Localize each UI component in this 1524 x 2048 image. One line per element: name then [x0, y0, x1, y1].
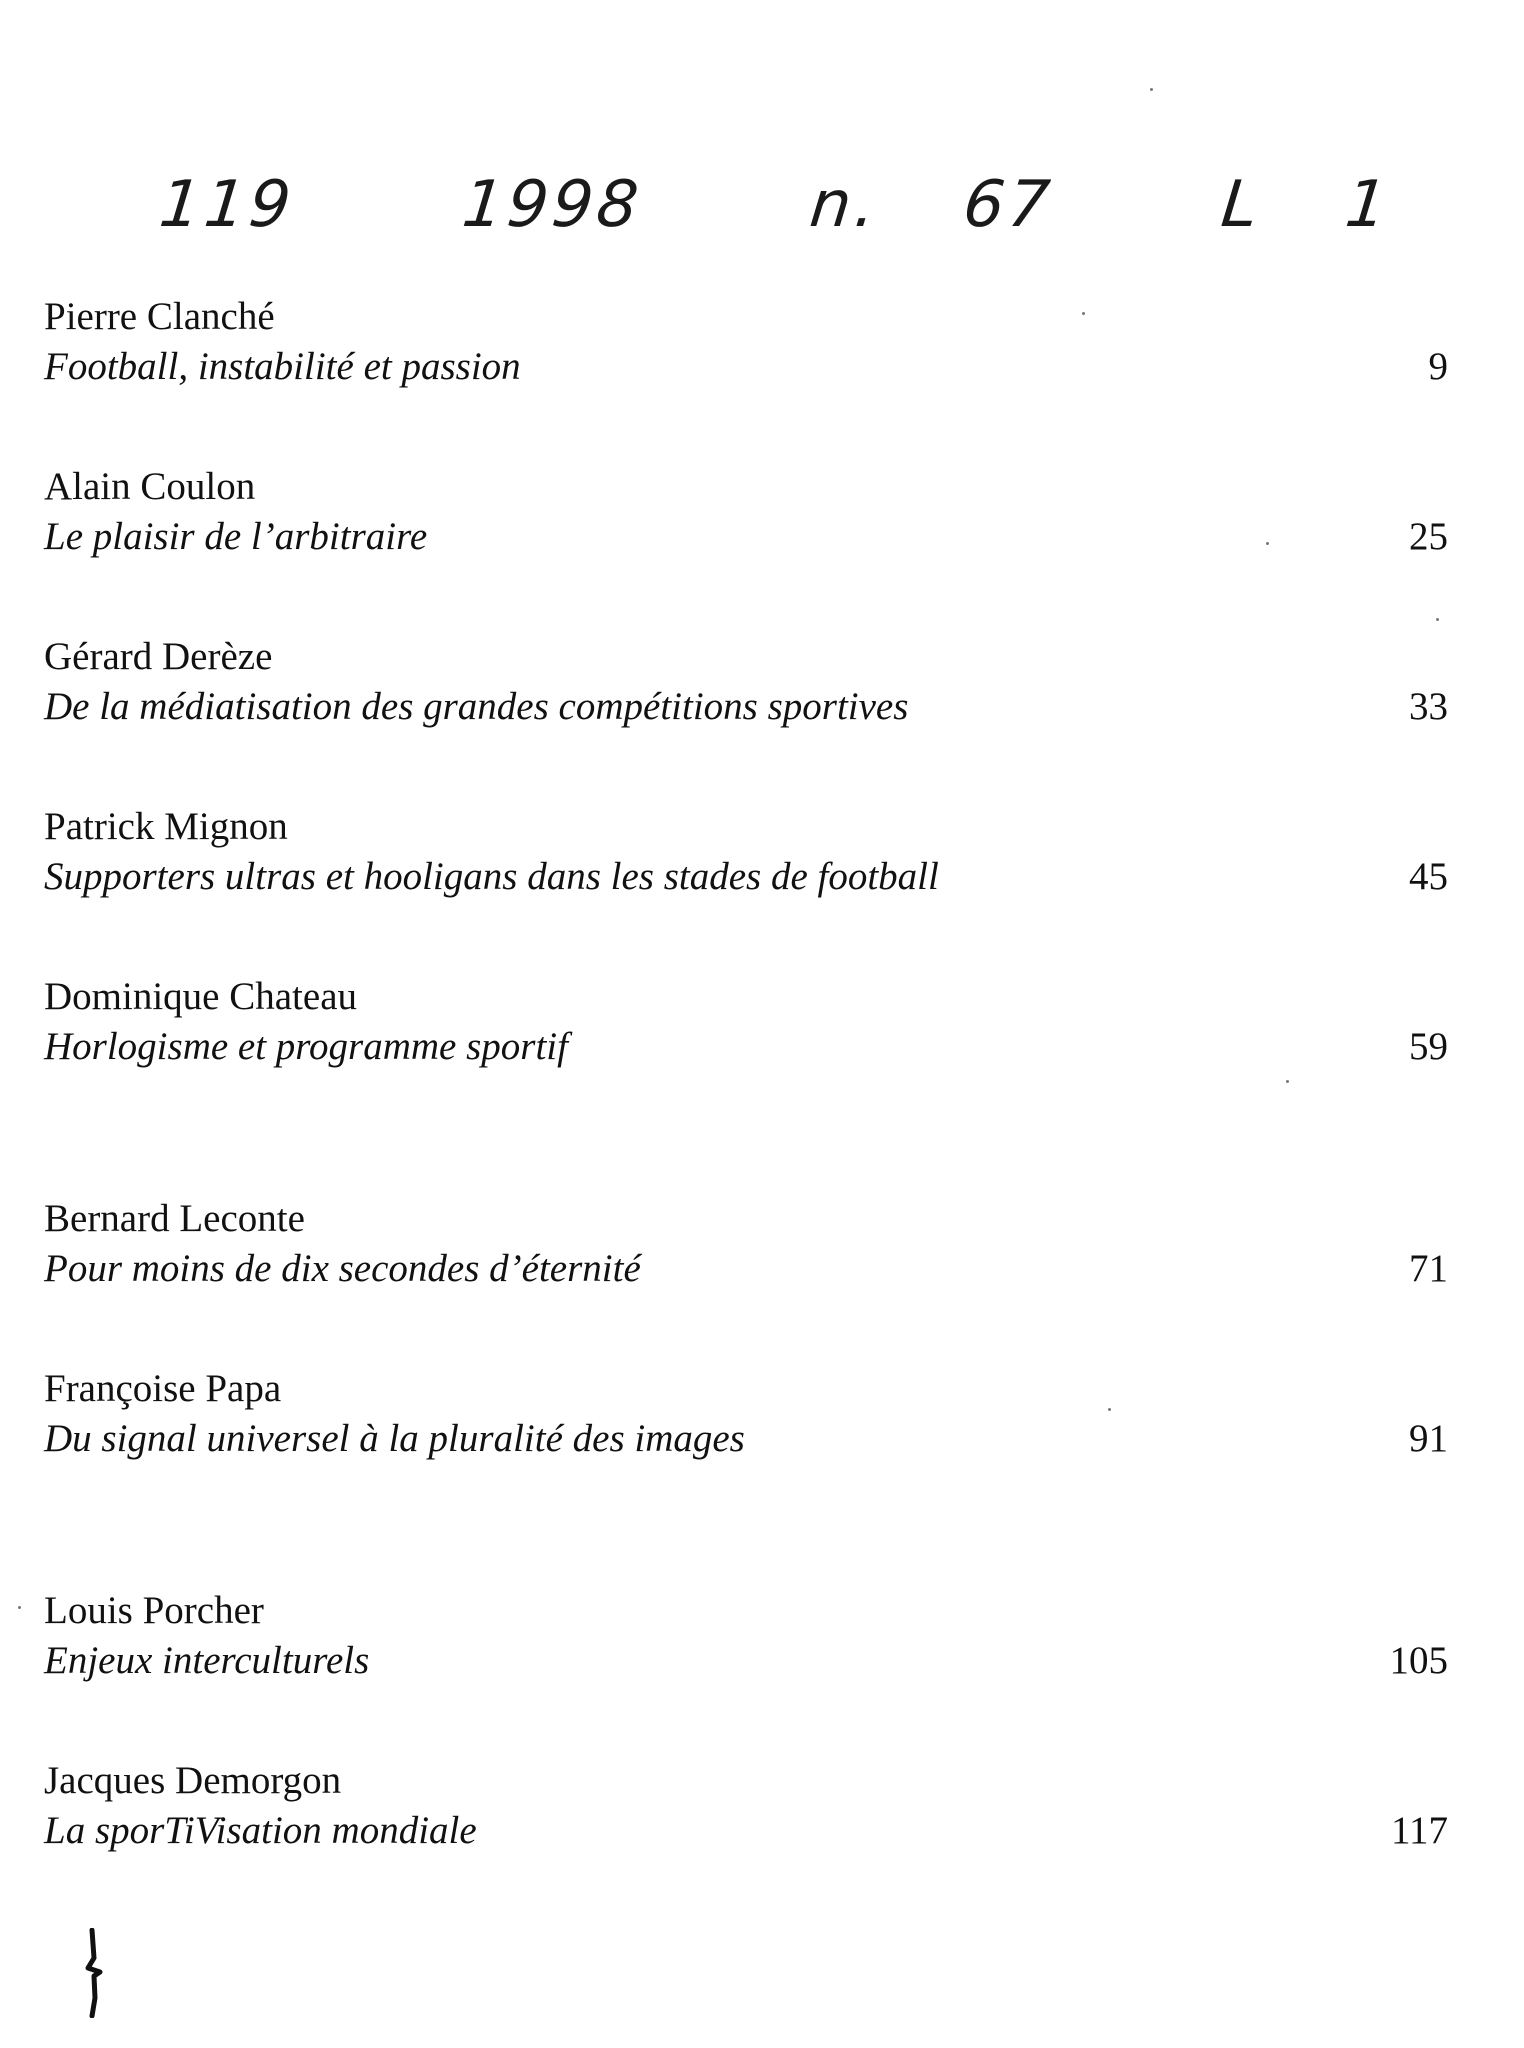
- ink-mark-icon: [80, 1928, 104, 2018]
- entry-title: La sporTiVisation mondiale: [44, 1809, 477, 1852]
- toc-entry: [44, 1194, 1448, 1298]
- entry-author: Gérard Derèze: [44, 635, 273, 678]
- entry-page-number: 105: [1389, 1639, 1448, 1682]
- entry-author: Dominique Chateau: [44, 975, 358, 1018]
- toc-entry: [44, 632, 1448, 736]
- table-of-contents: [44, 292, 1448, 1860]
- scan-speck: [1436, 618, 1439, 621]
- entry-title: Horlogisme et programme sportif: [44, 1025, 568, 1068]
- entry-title: De la médiatisation des grandes compétitions sportives: [44, 685, 909, 728]
- entry-title: Du signal universel à la pluralité des images: [44, 1417, 745, 1460]
- entry-page-number: 33: [1409, 685, 1448, 728]
- toc-entry: [44, 1586, 1448, 1690]
- entry-page-number: 9: [1428, 345, 1448, 388]
- entry-author: Patrick Mignon: [44, 805, 288, 848]
- toc-entry: [44, 1364, 1448, 1468]
- entry-page-number: 71: [1409, 1247, 1448, 1290]
- scan-speck: [18, 1606, 21, 1609]
- toc-entry: [44, 802, 1448, 906]
- entry-title: Supporters ultras et hooligans dans les stades de football: [44, 855, 939, 898]
- toc-entry: [44, 1756, 1448, 1860]
- scan-speck: [1108, 1408, 1111, 1411]
- entry-page-number: 91: [1409, 1417, 1448, 1460]
- entry-author: Alain Coulon: [44, 465, 256, 508]
- entry-title: Pour moins de dix secondes d’éternité: [44, 1247, 641, 1290]
- entry-page-number: 117: [1390, 1809, 1448, 1852]
- entry-title: Football, instabilité et passion: [44, 345, 521, 388]
- entry-author: Pierre Clanché: [44, 295, 275, 338]
- entry-title: Le plaisir de l’arbitraire: [44, 515, 428, 558]
- entry-page-number: 25: [1409, 515, 1448, 558]
- entry-page-number: 45: [1409, 855, 1448, 898]
- entry-title: Enjeux interculturels: [44, 1639, 370, 1682]
- scan-speck: [1286, 1080, 1289, 1083]
- scan-speck: [1266, 542, 1269, 545]
- entry-author: Jacques Demorgon: [44, 1759, 342, 1802]
- entry-author: Bernard Leconte: [44, 1197, 305, 1240]
- scan-speck: [1150, 88, 1153, 91]
- toc-entry: [44, 462, 1448, 566]
- scan-speck: [1082, 312, 1085, 315]
- toc-entry: [44, 292, 1448, 396]
- entry-author: Françoise Papa: [44, 1367, 282, 1410]
- entry-page-number: 59: [1409, 1025, 1448, 1068]
- entry-author: Louis Porcher: [44, 1589, 264, 1632]
- toc-entry: [44, 972, 1448, 1076]
- handwritten-call-number: 119 1998 n. 67 L 1: [156, 168, 1395, 242]
